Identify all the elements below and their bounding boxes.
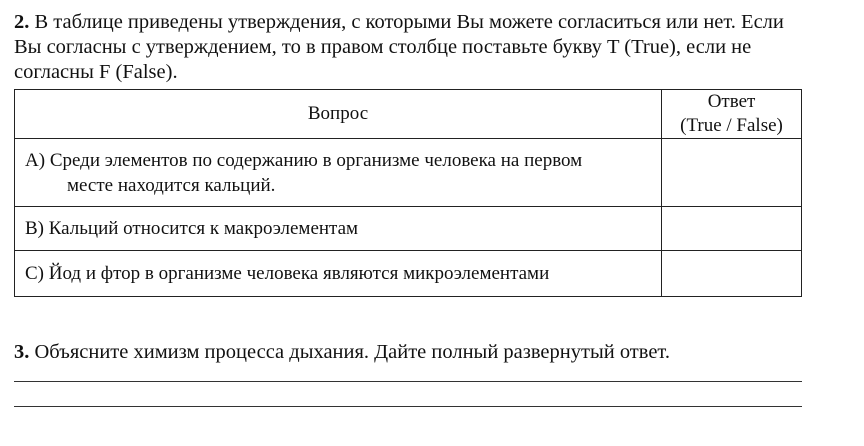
answer-cell[interactable] bbox=[662, 139, 802, 207]
statement-cell bbox=[15, 251, 662, 297]
task-2-text: В таблице приведены утверждения, с которыми Вы можете согласиться или нет. Если Вы согласны с утверждением, то в правом столбце поставьте букву T (True), если не согласны F (False). bbox=[14, 11, 784, 83]
statement-cell bbox=[15, 139, 662, 207]
statement-text-continued: месте находится кальций. bbox=[67, 174, 276, 196]
table-row bbox=[15, 207, 802, 251]
answer-line[interactable] bbox=[14, 381, 802, 382]
header-answer bbox=[662, 90, 802, 139]
statement-label: A) bbox=[25, 149, 46, 171]
task-2 bbox=[14, 10, 814, 85]
header-question: Вопрос bbox=[15, 90, 662, 139]
true-false-table bbox=[14, 89, 802, 297]
table-header-row bbox=[15, 90, 802, 139]
task-2-number: 2. bbox=[14, 11, 30, 33]
statement-text: Йод и фтор в организме человека являются микроэлементами bbox=[48, 263, 550, 284]
statement-label: C) bbox=[25, 263, 44, 284]
task-3-number: 3. bbox=[14, 341, 30, 363]
table-row bbox=[15, 251, 802, 297]
statement-text: Среди элементов по содержанию в организме человека на первом bbox=[49, 149, 583, 171]
statement-cell bbox=[15, 207, 662, 251]
answer-cell[interactable] bbox=[662, 207, 802, 251]
table-row bbox=[15, 139, 802, 207]
answer-cell[interactable] bbox=[662, 251, 802, 297]
header-answer-title: Ответ bbox=[707, 91, 756, 112]
statement-label: B) bbox=[25, 218, 44, 239]
answer-line[interactable] bbox=[14, 406, 802, 407]
task-3 bbox=[14, 340, 670, 365]
statement-text: Кальций относится к макроэлементам bbox=[48, 218, 359, 239]
header-answer-options: (True / False) bbox=[680, 115, 783, 136]
task-3-text: Объясните химизм процесса дыхания. Дайте полный развернутый ответ. bbox=[34, 341, 670, 363]
